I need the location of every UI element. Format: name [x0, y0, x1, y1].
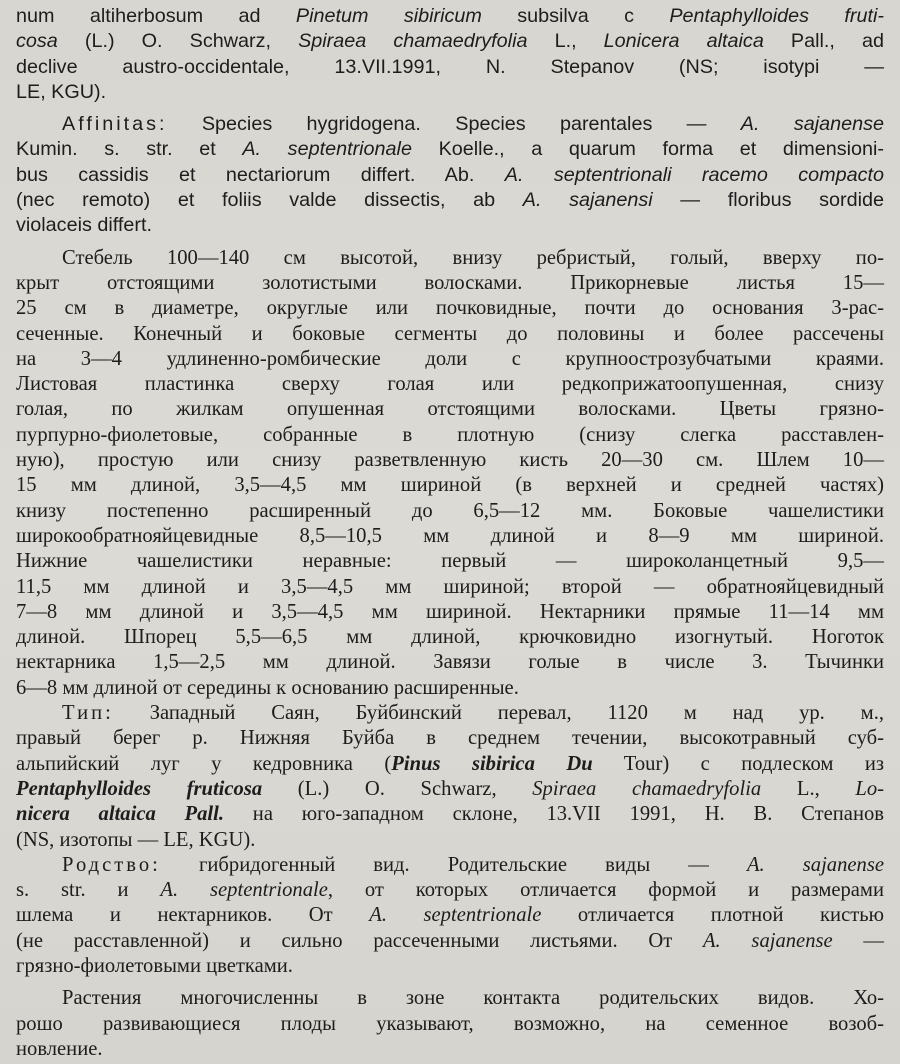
- text-line: [16, 499, 884, 524]
- bold-wrapper: [16, 803, 224, 825]
- text-run: (L.) O. Schwarz,: [262, 777, 533, 800]
- text-run: на юго-западном склоне, 13.VII 1991, Н. В. Степанов: [224, 803, 884, 826]
- text-line: [16, 524, 884, 549]
- text-run: subsilva c: [481, 5, 670, 27]
- taxon-name: Spiraea chamaedryfolia: [532, 777, 762, 800]
- taxon-name: A. sajanense: [702, 929, 833, 952]
- text-line: [16, 903, 884, 928]
- text-line: [16, 575, 884, 600]
- text-run: 15 мм длиной, 3,5—4,5 мм шириной (в верхней и средней частях): [16, 474, 884, 497]
- text-line: [16, 163, 884, 188]
- text-run: bus cassidis et nectariorum differt. Ab.: [16, 163, 505, 186]
- text-line: [16, 777, 884, 802]
- text-run: книзу постепенно расширенный до 6,5—12 мм. Боковые чашелистики: [16, 499, 884, 522]
- text-line: [16, 986, 884, 1011]
- text-line: [16, 246, 884, 271]
- text-run: Pall., ad: [763, 30, 884, 53]
- text-run: широкообратнояйцевидные 8,5—10,5 мм длиной и 8—9 мм шириной.: [16, 524, 884, 547]
- bold-wrapper: [391, 753, 592, 775]
- section-heading: Родство:: [62, 853, 161, 876]
- text-run: declive austro-occidentale, 13.VII.1991, N. Stepanov (NS; isotypi —: [16, 55, 884, 78]
- text-line: [16, 29, 884, 54]
- text-run: правый берег р. Нижняя Буйба в среднем течении, высокотравный суб-: [16, 727, 884, 750]
- text-run: голая, по жилкам опушенная отстоящими волосками. Цветы грязно-: [16, 398, 884, 421]
- text-run: Species hygridogena. Species parentales —: [167, 113, 741, 136]
- taxon-name: Pentaphylloides fruti-: [669, 5, 884, 27]
- text-line: [16, 213, 884, 238]
- text-run: (не расставленной) и сильно рассеченными листьями. От: [16, 929, 703, 952]
- russian-affinity-paragraph: [16, 853, 884, 979]
- text-line: [16, 448, 884, 473]
- taxon-name: A. septentrionale: [369, 904, 542, 927]
- text-run: грязно-фиолетовыми цветками.: [16, 954, 293, 977]
- paragraph-gap: [16, 105, 884, 112]
- text-run: Нижние чашелистики неравные: первый — широколанцетный 9,5—: [16, 550, 884, 573]
- russian-type-paragraph: [16, 701, 884, 853]
- text-line: [16, 802, 884, 827]
- text-line: [16, 55, 884, 80]
- text-run: нектарника 1,5—2,5 мм длиной. Завязи голые в числе 3. Тычинки: [16, 651, 884, 674]
- text-line: [16, 372, 884, 397]
- text-line: [16, 322, 884, 347]
- text-run: 6—8 мм длиной от середины к основанию расширенные.: [16, 676, 519, 699]
- text-run: (L.) O. Schwarz,: [57, 30, 299, 53]
- text-run: длиной. Шпорец 5,5—6,5 мм длиной, крючковидно изогнутый. Ноготок: [16, 626, 884, 649]
- description-paragraph: [16, 246, 884, 701]
- text-run: гибридогенный вид. Родительские виды —: [160, 853, 747, 876]
- text-run: —: [832, 929, 884, 952]
- text-line: [16, 188, 884, 213]
- text-line: [16, 929, 884, 954]
- taxon-name: Lonicera altaica: [603, 30, 764, 53]
- text-line: [16, 625, 884, 650]
- text-run: L.,: [761, 777, 856, 800]
- taxon-name-bold: Pentaphylloides fruticosa: [16, 777, 263, 800]
- text-line: [16, 473, 884, 498]
- taxon-name: A. septentrionali racemo compacto: [504, 163, 884, 186]
- taxon-name-bold: nicera altaica Pall.: [16, 803, 225, 826]
- section-heading: Affinitas:: [62, 113, 168, 136]
- text-run: Растения многочисленны в зоне контакта родительских видов. Хо-: [62, 987, 884, 1010]
- taxon-name: A. septentrionale: [242, 138, 412, 161]
- text-run: отличается плотной кистью: [541, 904, 884, 927]
- text-line: [16, 137, 884, 162]
- closing-paragraph: [16, 986, 884, 1062]
- latin-type-paragraph: [16, 4, 884, 105]
- text-line: [16, 954, 884, 979]
- text-run: — floribus sordide: [652, 189, 884, 212]
- text-run: Листовая пластинка сверху голая или редкоприжатоопушенная, снизу: [16, 373, 884, 396]
- paragraph-gap: [16, 979, 884, 986]
- taxon-name: A. sajanense: [740, 113, 885, 136]
- text-line: [16, 347, 884, 372]
- text-line: [16, 112, 884, 137]
- taxon-name: A. sajanensi: [522, 189, 653, 212]
- text-line: [16, 726, 884, 751]
- text-line: [16, 549, 884, 574]
- text-run: шлема и нектарников. От: [16, 904, 370, 927]
- text-run: Западный Саян, Буйбинский перевал, 1120 м над ур. м.,: [113, 702, 884, 725]
- taxon-name: Spiraea chamaedryfolia: [298, 30, 528, 53]
- text-run: крыт отстоящими золотистыми волосками. Прикорневые листья 15—: [16, 271, 884, 294]
- text-line: [16, 397, 884, 422]
- text-run: violaceis differt.: [16, 214, 152, 237]
- section-heading: Тип:: [62, 702, 114, 725]
- text-run: пурпурно-фиолетовые, собранные в плотную (снизу слегка расставлен-: [16, 423, 884, 446]
- text-line: [16, 1037, 884, 1062]
- text-run: Koelle., a quarum forma et dimensioni-: [411, 138, 884, 161]
- text-run: Стебель 100—140 см высотой, внизу ребристый, голый, вверху по-: [62, 246, 884, 269]
- taxon-name: A. sajanense: [746, 853, 884, 876]
- text-run: 7—8 мм длиной и 3,5—4,5 мм шириной. Нектарники прямые 11—14 мм: [16, 600, 884, 623]
- text-run: num altiherbosum ad: [16, 5, 296, 27]
- text-run: (nec remoto) et foliis valde dissectis, ab: [16, 189, 523, 212]
- text-run: LE, KGU).: [16, 80, 107, 103]
- text-run: Kumin. s. str. et: [16, 138, 243, 161]
- text-line: [16, 4, 884, 29]
- text-line: [16, 828, 884, 853]
- text-line: [16, 423, 884, 448]
- taxon-name-bold: Pinus sibirica Du: [391, 752, 593, 775]
- paragraph-gap: [16, 239, 884, 246]
- text-line: [16, 80, 884, 105]
- text-run: рошо развивающиеся плоды указывают, возможно, на семенное возоб-: [16, 1012, 884, 1035]
- taxon-name: cosa: [16, 30, 58, 53]
- taxon-name: Pinetum sibiricum: [295, 5, 482, 27]
- text-line: [16, 853, 884, 878]
- taxon-name: A. septentrionale: [160, 879, 328, 902]
- latin-affinitas-paragraph: [16, 112, 884, 238]
- text-line: [16, 600, 884, 625]
- text-run: (NS, изотопы — LE, KGU).: [16, 828, 256, 851]
- bold-wrapper: [16, 778, 262, 800]
- text-line: [16, 676, 884, 701]
- text-line: [16, 878, 884, 903]
- text-line: [16, 701, 884, 726]
- text-run: альпийский луг у кедровника (: [16, 752, 392, 775]
- text-run: s. str. и: [16, 879, 161, 902]
- text-run: на 3—4 удлиненно-ромбические доли с крупноострозубчатыми краями.: [16, 347, 884, 370]
- text-run: L.,: [527, 30, 604, 53]
- text-run: сеченные. Конечный и боковые сегменты до половины и более рассечены: [16, 322, 884, 345]
- text-line: [16, 296, 884, 321]
- text-line: [16, 271, 884, 296]
- text-line: [16, 650, 884, 675]
- text-run: новление.: [16, 1037, 103, 1060]
- text-run: 25 см в диаметре, округлые или почковидные, почти до основания 3-рас-: [16, 297, 884, 320]
- text-run: , от которых отличается формой и размерами: [327, 879, 884, 902]
- text-run: Tour) с подлеском из: [592, 752, 885, 775]
- text-line: [16, 1012, 884, 1037]
- taxon-name: Lo-: [855, 777, 884, 800]
- text-line: [16, 752, 884, 777]
- text-run: 11,5 мм длиной и 3,5—4,5 мм шириной; второй — обратнояйцевидный: [16, 575, 884, 598]
- text-run: ную), простую или снизу разветвленную кисть 20—30 см. Шлем 10—: [16, 449, 884, 472]
